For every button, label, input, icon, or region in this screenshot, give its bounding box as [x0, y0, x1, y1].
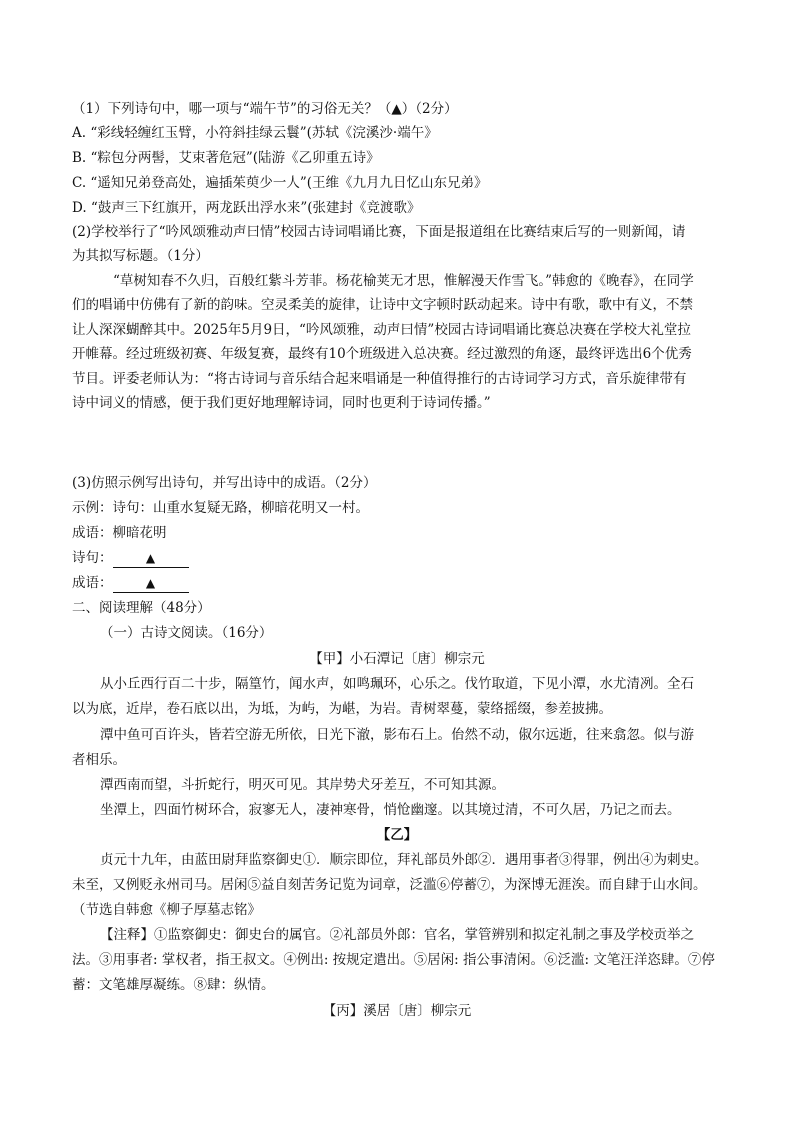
passage-line: 潭西南而望，斗折蛇行，明灭可见。其岸势犬牙差互，不可知其源。: [100, 777, 505, 793]
annotation-line: 【注释】①监察御史：御史台的属官。②礼部员外郎：官名，掌管辨别和拟定礼制之事及学校贡举之: [100, 927, 694, 943]
annotation-line: 蓄：文笔雄厚凝练。⑧肆：纵情。: [72, 977, 275, 993]
passage-line: 坐潭上，四面竹树环合，寂寥无人，凄神寒骨，悄怆幽邃。以其境过清，不可久居，乃记之而去。: [100, 802, 681, 818]
poem-label: 诗句：: [72, 550, 113, 566]
news-line: 让人深深蝴醉其中。2025年5月9日，“吟风颂雅，动声曰情”校园古诗词唱诵比赛总决赛在学校大礼堂拉: [72, 322, 691, 338]
q1-option-c: C. “遥知兄弟登高处，遍插茱萸少一人”(王维《九月九日忆山东兄弟》: [72, 175, 488, 191]
passage-line: 以为底，近岸，卷石底以出，为坻，为屿，为嵁，为岩。青树翠蔓，蒙络摇缀，参差披拂。: [72, 701, 612, 717]
passage-line: 者相乐。: [72, 752, 126, 768]
section-title: 二、阅读理解（48分）: [72, 600, 211, 616]
passage-jia-title: 【甲】小石潭记〔唐〕柳宗元: [309, 651, 485, 667]
news-line: 开帷幕。经过班级初赛、年级复赛，最终有10个班级进入总决赛。经过激烈的角逐，最终评选出6个优秀: [72, 346, 692, 362]
idiom-label: 成语：: [72, 575, 113, 591]
q3-stem: (3)仿照示例写出诗句，并写出诗中的成语。（2分）: [72, 475, 377, 491]
q2-stem-line: (2)学校举行了“吟风颂雅动声曰情”校园古诗词唱诵比赛，下面是报道组在比赛结束后写的一则新闻，请: [72, 224, 686, 240]
news-line: 诗中词义的情感，便于我们更好地理解诗词，同时也更利于诗词传播。”: [72, 395, 491, 411]
q3-example-idiom: 成语：柳暗花明: [72, 525, 167, 541]
passage-source: （节选自韩愈《柳子厚墓志铭》: [72, 902, 261, 918]
news-line: 节目。评委老师认为：“将古诗词与音乐结合起来唱诵是一种值得推行的古诗词学习方式，音乐旋律带有: [72, 371, 687, 387]
q1-option-b: B. “粽包分两髻，艾束著危冠”(陆游《乙卯重五诗》: [72, 150, 380, 166]
q1-option-a: A. “彩线轻缠红玉臂，小符斜挂绿云鬟”(苏轼《浣溪沙·端午》: [72, 125, 438, 141]
passage-bing-title: 【丙】溪居〔唐〕柳宗元: [322, 1003, 472, 1019]
q3-idiom-answer: [72, 571, 732, 595]
passage-yi-title: 【乙】: [376, 827, 418, 843]
passage-line: 从小丘西行百二十步，隔篁竹，闻水声，如鸣珮环，心乐之。伐竹取道，下见小潭，水尤清冽。全石: [100, 676, 694, 692]
passage-line: 未至，又例贬永州司马。居闲⑤益自刻苦务记览为词章，泛滥⑥停蓄⑦，为深博无涯涘。而自肆于山水间。: [72, 877, 707, 893]
passage-line: 潭中鱼可百许头，皆若空游无所依，日光下澈，影布石上。佁然不动，俶尔远逝，往来翕忽。似与游: [100, 727, 694, 743]
triangle-icon: ▲: [145, 576, 156, 590]
annotation-line: 法。③用事者: 掌权者，指王叔文。④例出: 按规定遣出。⑤居闲: 指公事清闲。⑥泛滥: 文笔汪洋恣肆。⑦停: [72, 952, 715, 968]
news-line: 们的唱诵中仿佛有了新的韵味。空灵柔美的旋律，让诗中文字顿时跃动起来。诗中有歌，歌中有义，不禁: [72, 297, 693, 313]
poem-answer-blank[interactable]: [113, 549, 189, 568]
passage-line: 贞元十九年，由蓝田尉拜监察御史①．顺宗即位，拜礼部员外郎②．遇用事者③得罪，例出④为刺史。: [100, 852, 708, 868]
q3-example-poem: 示例：诗句：山重水复疑无路，柳暗花明又一村。: [72, 500, 369, 516]
q2-stem-line: 为其拟写标题。（1分）: [72, 248, 209, 264]
news-line: “草树知春不久归，百般红紫斗芳菲。杨花榆荚无才思，惟解漫天作雪飞。”韩愈的《晚春》，在同学: [113, 273, 694, 289]
triangle-icon: ▲: [145, 551, 156, 565]
q1-option-d: D. “鼓声三下红旗开，两龙跃出浮水来”(张建封《竞渡歌》: [72, 200, 421, 216]
q1-stem: （1）下列诗句中，哪一项与“端午节”的习俗无关？（▲）（2分）: [72, 101, 458, 117]
idiom-answer-blank[interactable]: [113, 574, 189, 593]
q3-poem-answer: [72, 546, 732, 570]
subsection-title: （一）古诗文阅读。（16分）: [100, 625, 273, 641]
